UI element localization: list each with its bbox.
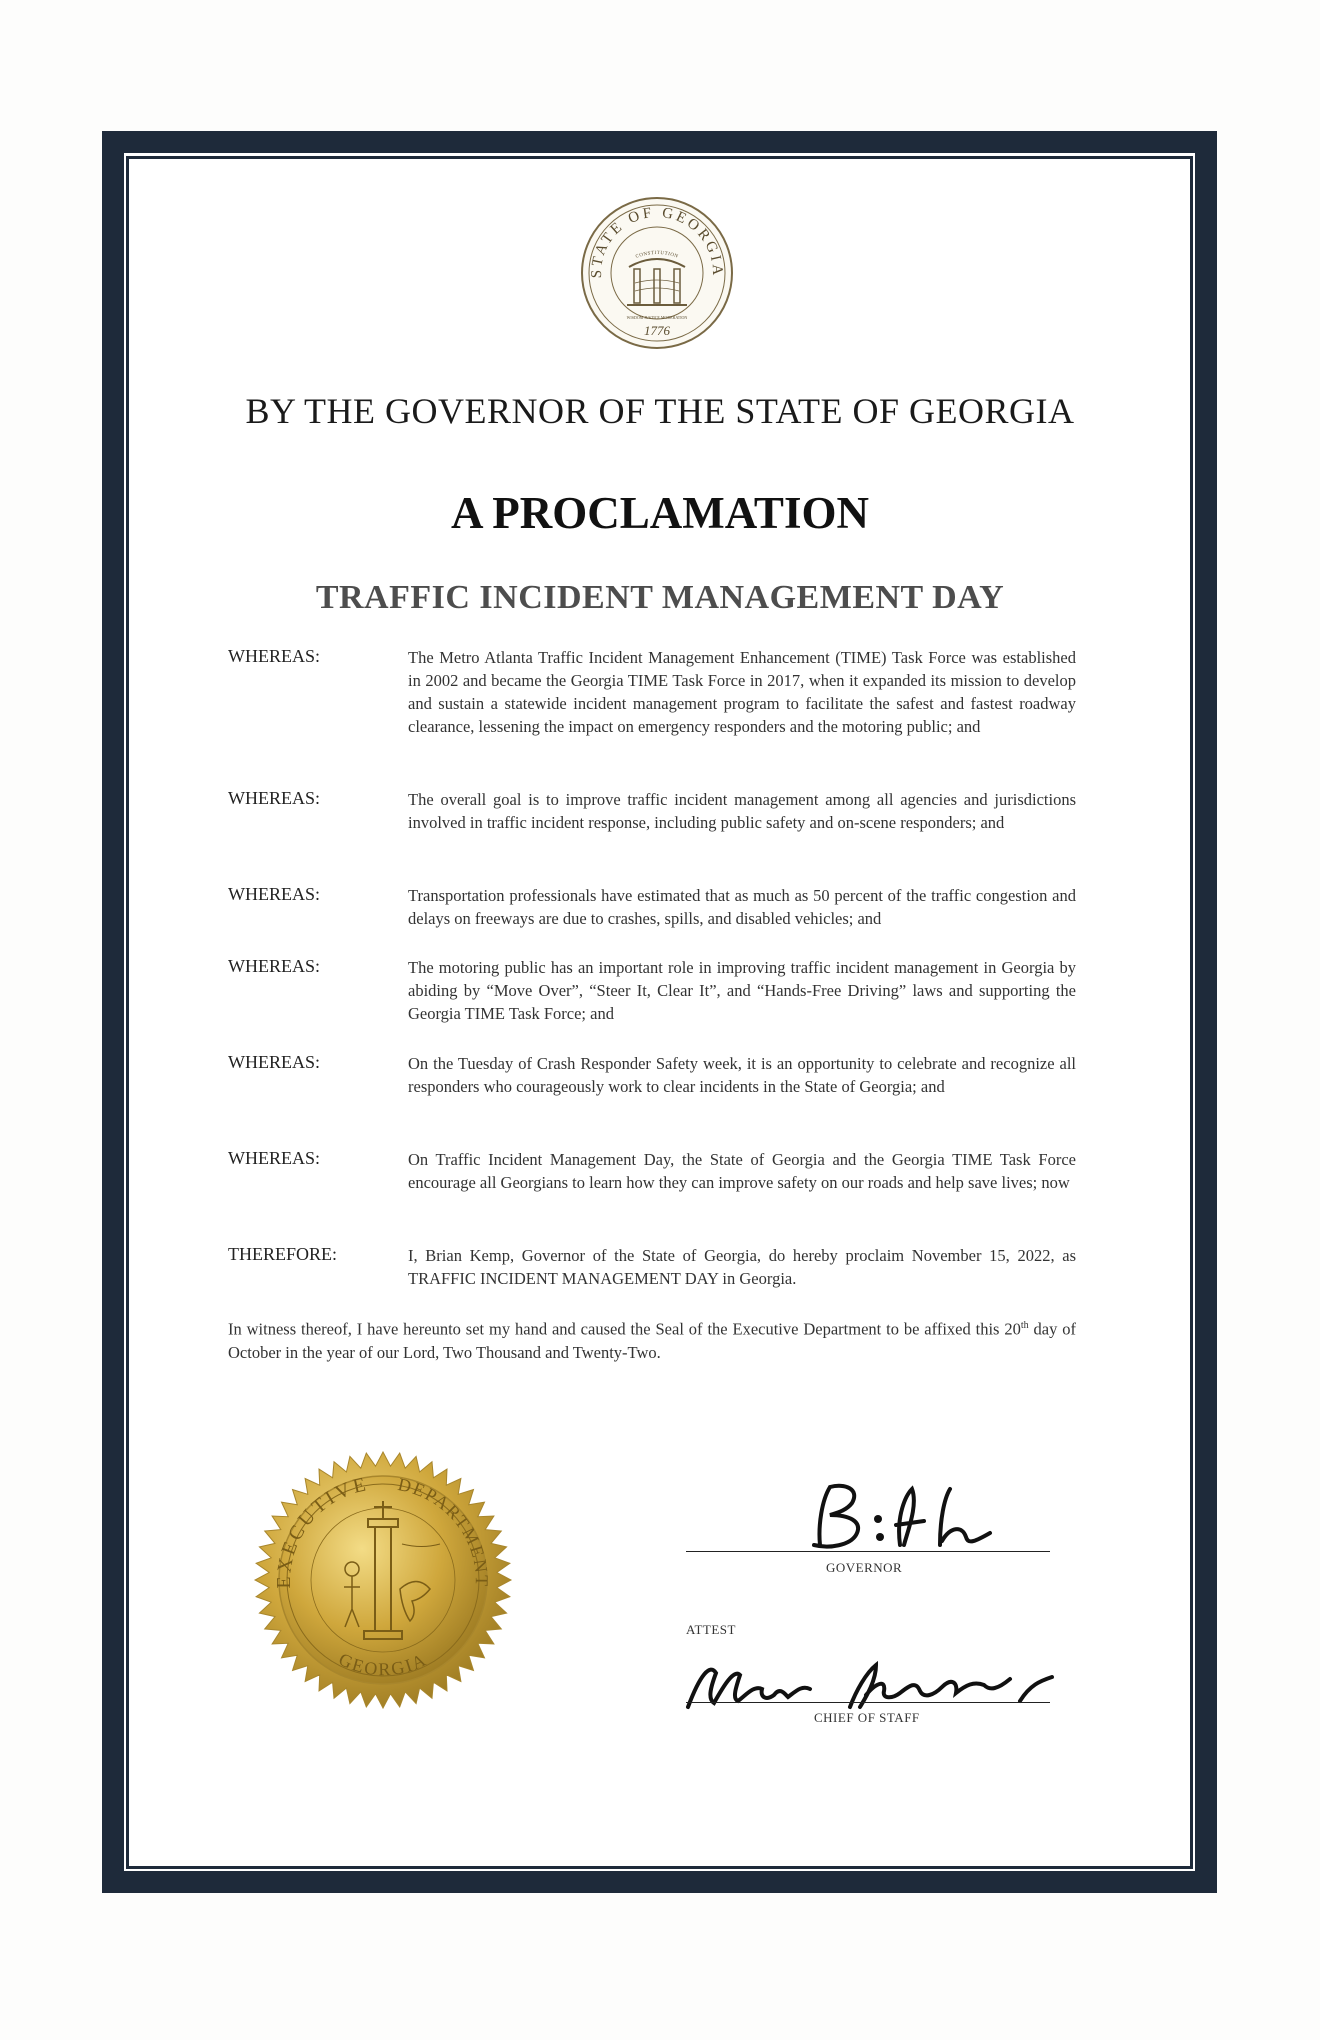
- governor-signature: [800, 1475, 1000, 1555]
- governor-title: BY THE GOVERNOR OF THE STATE OF GEORGIA: [245, 391, 1075, 431]
- seal-banner-text: CONSTITUTION: [635, 250, 679, 260]
- witness-text-part1: In witness thereof, I have hereunto set my hand and caused the Seal of the Executive Department to be affixed this 20: [228, 1319, 1021, 1339]
- seal-year: 1776: [644, 323, 670, 338]
- witness-ordinal: th: [1020, 1320, 1029, 1331]
- clause-text: On Traffic Incident Management Day, the State of Georgia and the Georgia TIME Task Force encourage all Georgians to learn how they can improve safety on our roads and help save lives; now: [408, 1150, 1076, 1192]
- witness-statement: [228, 1314, 1076, 1364]
- seal-motto: WISDOM JUSTICE MODERATION: [626, 315, 688, 320]
- chief-of-staff-caption: CHIEF OF STAFF: [814, 1710, 920, 1725]
- clause-text: Transportation professionals have estimated that as much as 50 percent of the traffic congestion and delays on freeways are due to crashes, spills, and disabled vehicles; and: [408, 886, 1076, 928]
- clause-label: WHEREAS:: [228, 646, 320, 666]
- clause-text: The overall goal is to improve traffic incident management among all agencies and jurisdictions involved in traffic incident response, including public safety and on-scene responders; and: [408, 790, 1076, 832]
- chief-of-staff-signature: [680, 1655, 1060, 1715]
- clause-text: I, Brian Kemp, Governor of the State of Georgia, do hereby proclaim November 15, 2022, as TRAFFIC INCIDENT MANAGEMENT DAY in Georgia.: [408, 1246, 1076, 1288]
- governor-signature-line: [686, 1551, 1050, 1552]
- clause-label: WHEREAS:: [228, 1148, 320, 1168]
- clause-text: The motoring public has an important role in improving traffic incident management in Georgia by abiding by “Move Over”, “Steer It, Clear It”, and “Hands-Free Driving” laws and supporting the Georgia TIME Task Force; and: [408, 958, 1076, 1023]
- gold-seal-text-department: DEPARTMENT: [396, 1474, 492, 1589]
- proclamation-title: A PROCLAMATION: [451, 488, 869, 538]
- georgia-state-seal: [579, 195, 735, 351]
- clause-label: WHEREAS:: [228, 884, 320, 904]
- clause-label: WHEREAS:: [228, 1052, 320, 1072]
- gold-seal-text-georgia: GEORGIA: [335, 1648, 431, 1680]
- seal-state-text: STATE OF GEORGIA: [588, 204, 726, 279]
- attest-label: ATTEST: [686, 1622, 736, 1637]
- witness-text-part2: day of October in the year of our Lord, Two Thousand and Twenty-Two.: [228, 1319, 1076, 1362]
- executive-department-gold-seal: [252, 1449, 514, 1711]
- chief-of-staff-signature-line: [686, 1702, 1050, 1703]
- gold-seal-text-executive: EXECUTIVE: [273, 1472, 371, 1589]
- clause-label: WHEREAS:: [228, 788, 320, 808]
- clause-label: THEREFORE:: [228, 1244, 338, 1264]
- governor-caption: GOVERNOR: [826, 1560, 903, 1575]
- clause-label: WHEREAS:: [228, 956, 320, 976]
- clause-text: The Metro Atlanta Traffic Incident Management Enhancement (TIME) Task Force was established in 2002 and became the Georgia TIME Task Force in 2017, when it expanded its mission to develop and sustain a statewide incident management program to facilitate the safest and fastest roadway clearance, lessening the impact on emergency responders and the motoring public; and: [408, 648, 1076, 736]
- clause-text: On the Tuesday of Crash Responder Safety week, it is an opportunity to celebrate and recognize all responders who courageously work to clear incidents in the State of Georgia; and: [408, 1054, 1076, 1096]
- proclamation-subject: TRAFFIC INCIDENT MANAGEMENT DAY: [315, 579, 1005, 616]
